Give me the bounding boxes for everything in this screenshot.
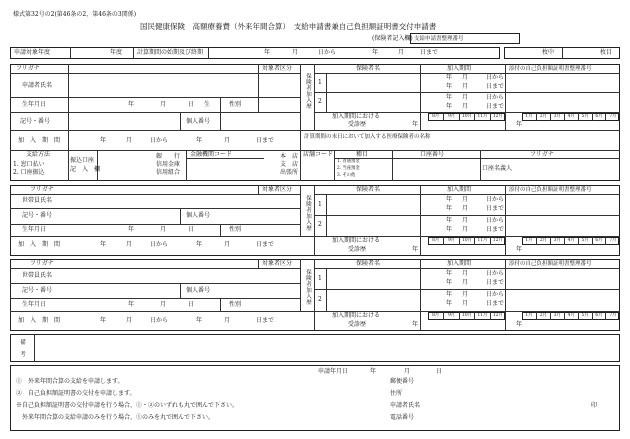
s2-month-cell[interactable]: 11月: [474, 237, 489, 245]
s2-enroll-to-day: 日まで: [256, 241, 275, 248]
sheet-count-label-2: 枚目: [600, 49, 613, 56]
s3-period-visits-label2: 受診歴: [348, 321, 367, 328]
form-title: 国民健康保険 高額療養費（外来年間合算） 支給申請書兼自己負担額証明書交付申請書: [140, 22, 437, 31]
s2-enrollment-header: 加入期間: [447, 186, 472, 193]
s2-r2-from-d: 日から: [486, 217, 505, 224]
s1-month-cell[interactable]: 3月: [550, 113, 564, 121]
s2-month-cell[interactable]: 3月: [550, 237, 564, 245]
s1-account-furigana: フリガナ: [530, 151, 554, 158]
s1-period-visits-label: 加入期間における: [332, 113, 381, 120]
s1-bank-type-3: 信用組合: [156, 169, 181, 176]
s2-own-cert-header: 添付の自己負担額証明書整理番号: [509, 187, 592, 193]
s1-enroll-from-year: 年: [100, 137, 107, 144]
s2-period-visits-label: 加入期間における: [332, 237, 381, 244]
s2-birth-month: 月: [160, 226, 167, 233]
s2-month-cell[interactable]: 8月: [432, 237, 440, 243]
s2-enroll-from-month: 月: [126, 241, 133, 248]
s3-visits-year-left: 年: [412, 321, 419, 328]
s1-r2-from-d: 日から: [486, 94, 505, 101]
s2-gender-label: 性別: [229, 226, 242, 233]
s3-month-cell[interactable]: 12月: [490, 312, 505, 320]
s1-enroll-period-label: 加 入 期 間: [18, 137, 61, 144]
applicant-name-label: 申請者氏名: [390, 402, 421, 409]
s1-birth-sei: 生: [204, 101, 211, 108]
period-from-day: 日から: [318, 49, 337, 56]
s2-r1-from-m: 月: [462, 196, 469, 203]
period-from-year: 年: [264, 49, 271, 56]
s2-r2-to-m: 月: [462, 226, 469, 233]
s3-period-visits-label: 加入期間における: [332, 312, 381, 319]
s2-insurer-name-header: 保険者名: [356, 186, 381, 193]
s2-r2-to-d: 日まで: [486, 226, 505, 233]
s1-account-holder-label: 口座名義人: [482, 165, 513, 172]
s2-enroll-to-month: 月: [224, 241, 231, 248]
s1-applicant-name-label: 申請者氏名: [22, 82, 53, 89]
s1-month-cell[interactable]: 8月: [432, 113, 440, 119]
target-year-label: 申請対象年度: [14, 49, 51, 56]
s1-bank-type-1: 銀 行: [156, 153, 181, 160]
s1-insurer-name-header: 保険者名: [356, 65, 381, 72]
s3-enroll-from-year: 年: [100, 317, 107, 324]
s1-month-cell[interactable]: 5月: [578, 113, 592, 121]
s1-r1-to-m: 月: [462, 83, 469, 90]
insurer-fill-note: (保険者記入欄): [372, 35, 413, 42]
s1-symbol-number-label: 記号・番号: [20, 118, 51, 125]
period-to-month: 月: [398, 49, 405, 56]
s2-month-cell[interactable]: 12月: [490, 237, 505, 245]
s2-month-cell[interactable]: 9月: [443, 237, 458, 245]
s1-payment-method-label: 支給方法: [26, 151, 51, 158]
s1-birth-day: 日: [188, 101, 195, 108]
s3-householder-name-label: 世帯員氏名: [22, 272, 53, 279]
s1-r1-to-y: 年: [446, 83, 453, 90]
s1-birth-date-label: 生年月日: [22, 101, 47, 108]
address-label: 住所: [390, 390, 403, 397]
s1-enroll-from-day: 日から: [150, 137, 169, 144]
s3-birth-month: 月: [160, 301, 167, 308]
s1-birth-year: 年: [128, 101, 135, 108]
s3-month-cell[interactable]: 6月: [592, 312, 606, 320]
s3-month-cell[interactable]: 11月: [474, 312, 489, 320]
s2-r2-to-y: 年: [446, 226, 453, 233]
s2-row2: 2: [318, 221, 322, 228]
s1-account-type-label: 種目: [356, 151, 369, 158]
s2-enroll-from-day: 日から: [150, 241, 169, 248]
postcode-label: 郵便番号: [390, 378, 415, 385]
s1-transfer-label: 振込口座: [70, 157, 95, 164]
s3-insurer-name-header: 保険者名: [356, 260, 381, 267]
s1-enrollment-header: 加入期間: [447, 65, 472, 72]
s1-r1-from-d: 日から: [486, 74, 505, 81]
s3-birth-year: 年: [128, 301, 135, 308]
s3-r2-from-d: 日から: [486, 291, 505, 298]
application-date-year: 年: [370, 368, 377, 375]
s1-month-cell[interactable]: 12月: [490, 113, 505, 121]
s1-method-2: 2. 口座振込: [13, 169, 45, 176]
s3-birth-date-label: 生年月日: [22, 301, 47, 308]
s2-r1-to-d: 日まで: [486, 205, 505, 212]
period-to-year: 年: [372, 49, 379, 56]
s3-r2-to-m: 月: [462, 300, 469, 307]
s3-month-cell[interactable]: 5月: [578, 312, 592, 320]
s3-r1-to-y: 年: [446, 279, 453, 286]
s2-r1-from-y: 年: [446, 196, 453, 203]
s2-r1-to-m: 月: [462, 205, 469, 212]
s2-insured-vertical: 保険者加入歴: [305, 195, 312, 231]
s3-r2-to-d: 日まで: [486, 300, 505, 307]
s2-r2-from-m: 月: [462, 217, 469, 224]
s1-month-cell[interactable]: 9月: [443, 113, 458, 121]
s2-householder-name-label: 世帯員氏名: [22, 197, 53, 204]
s3-month-cell[interactable]: 9月: [443, 312, 458, 320]
s1-r2-from-m: 月: [462, 94, 469, 101]
form-reference: 様式第32号の2(第46条の2、第46条の3関係): [13, 11, 137, 18]
s1-furigana: フリガナ: [16, 65, 40, 72]
s2-r1-to-y: 年: [446, 205, 453, 212]
s2-birth-day: 日: [188, 226, 195, 233]
s1-branch-type-1: 本 店: [280, 153, 299, 160]
s3-row1: 1: [318, 275, 322, 282]
s2-target-class: 対象者区分: [262, 186, 293, 193]
s1-insured-vertical: 保険者加入歴: [305, 73, 312, 109]
s2-symbol-number-label: 記号・番号: [22, 212, 53, 219]
s1-bank-code-label: 金融機関コード: [190, 151, 233, 158]
s2-visits-year-left: 年: [412, 246, 419, 253]
s1-month-cell[interactable]: 4月: [564, 113, 578, 121]
s3-gender-label: 性別: [229, 301, 242, 308]
s2-row1: 1: [318, 201, 322, 208]
sheet-count-label-1: 枚中: [542, 49, 555, 56]
s3-month-cell[interactable]: 8月: [432, 312, 440, 318]
target-year-suffix: 年度: [110, 49, 123, 56]
period-label: 計算期間の始期及び終期: [137, 49, 204, 56]
s2-month-cell[interactable]: 6月: [592, 237, 606, 245]
s1-account-number-label: 口座番号: [420, 151, 445, 158]
s3-own-cert-header: 添付の自己負担額証明書整理番号: [509, 261, 592, 267]
s1-row2: 2: [318, 98, 322, 105]
s2-period-visits-label2: 受診歴: [348, 246, 367, 253]
s2-enroll-from-year: 年: [100, 241, 107, 248]
s1-r2-to-m: 月: [462, 103, 469, 110]
s1-r1-to-d: 日まで: [486, 83, 505, 90]
application-date-day: 日: [436, 368, 443, 375]
s3-enroll-to-day: 日まで: [256, 317, 275, 324]
s3-target-class: 対象者区分: [262, 260, 293, 267]
s1-transfer-label2: 記 入 欄: [70, 166, 101, 173]
s1-enroll-to-day: 日まで: [256, 137, 275, 144]
s1-period-visits-label2: 受診歴: [348, 121, 367, 128]
s1-month-cell[interactable]: 2月: [536, 113, 550, 121]
s1-visits-year-right: 年: [516, 121, 523, 128]
s3-enrollment-header: 加入期間: [447, 260, 472, 267]
period-to-day: 日まで: [420, 49, 439, 56]
s1-end-insurer-note: 計算期間の末日において加入する医療保険者の名称: [304, 134, 431, 140]
remarks-label: 備 考: [19, 339, 26, 357]
s3-enroll-from-month: 月: [126, 317, 133, 324]
s3-symbol-number-label: 記号・番号: [22, 287, 53, 294]
s1-month-cell[interactable]: 10月: [459, 113, 474, 121]
s1-own-cert-header: 添付の自己負担額証明書整理番号: [509, 66, 592, 72]
s1-target-class: 対象者区分: [262, 65, 293, 72]
footer-item-1: ① 外来年間合算の支給を申請します。: [16, 378, 124, 385]
s1-personal-number-label: 個人番号: [186, 118, 211, 125]
s2-r1-from-d: 日から: [486, 196, 505, 203]
seal-mark: 印: [591, 402, 598, 409]
s3-enroll-to-month: 月: [224, 317, 231, 324]
s2-r2-from-y: 年: [446, 217, 453, 224]
s3-r2-from-m: 月: [462, 291, 469, 298]
s2-month-cell[interactable]: 2月: [536, 237, 550, 245]
s3-enroll-to-year: 年: [196, 317, 203, 324]
s2-month-cell[interactable]: 5月: [578, 237, 592, 245]
s2-enroll-to-year: 年: [196, 241, 203, 248]
s3-r2-from-y: 年: [446, 291, 453, 298]
s1-gender-label: 性別: [229, 101, 242, 108]
s2-month-cell[interactable]: 10月: [459, 237, 474, 245]
s1-r2-from-y: 年: [446, 94, 453, 101]
s2-furigana: フリガナ: [30, 186, 54, 193]
s1-month-cell[interactable]: 1月: [525, 113, 533, 119]
s3-r1-from-y: 年: [446, 270, 453, 277]
s3-month-cell[interactable]: 3月: [550, 312, 564, 320]
footer-item-3: ※自己負担額証明書の交付申請を行う場合、①・②のいずれも丸で囲んで下さい。: [16, 402, 239, 409]
s1-r2-to-y: 年: [446, 103, 453, 110]
s2-month-cell[interactable]: 4月: [564, 237, 578, 245]
s3-r1-to-m: 月: [462, 279, 469, 286]
s2-month-cell[interactable]: 7月: [605, 237, 619, 245]
s1-r2-to-d: 日まで: [486, 103, 505, 110]
s1-row1: 1: [318, 79, 322, 86]
s1-account-type-3: 3. その他: [337, 173, 356, 178]
footer-item-4: 外来年間合算の支給申請のみを行う場合、①のみを丸で囲んで下さい。: [16, 414, 215, 421]
s1-visits-year-left: 年: [412, 121, 419, 128]
s1-branch-code-label: 店舗コード: [303, 151, 334, 158]
s3-r1-from-d: 日から: [486, 270, 505, 277]
s3-month-cell[interactable]: 1月: [525, 312, 533, 318]
s3-insured-vertical: 保険者加入歴: [305, 269, 312, 305]
s3-r2-to-y: 年: [446, 300, 453, 307]
s1-branch-type-2: 支 店: [280, 161, 299, 168]
s3-enroll-period-label: 加 入 期 間: [18, 317, 61, 324]
s2-enroll-period-label: 加 入 期 間: [18, 241, 61, 248]
s1-method-1: 1. 窓口払い: [13, 161, 45, 168]
s1-bank-type-2: 信用金庫: [156, 161, 181, 168]
application-date-label: 申請年月日: [318, 368, 349, 375]
s1-r1-from-m: 月: [462, 74, 469, 81]
s1-branch-type-3: 出張所: [280, 169, 299, 176]
remarks-box[interactable]: [10, 334, 620, 362]
s2-month-cell[interactable]: 1月: [525, 237, 533, 243]
s2-birth-date-label: 生年月日: [22, 226, 47, 233]
s1-r1-from-y: 年: [446, 74, 453, 81]
s2-birth-year: 年: [128, 226, 135, 233]
application-date-month: 月: [404, 368, 411, 375]
s3-month-cell[interactable]: 7月: [605, 312, 619, 320]
s1-enroll-to-month: 月: [224, 137, 231, 144]
s1-month-cell[interactable]: 6月: [592, 113, 606, 121]
s3-r1-from-m: 月: [462, 270, 469, 277]
s3-month-cell[interactable]: 2月: [536, 312, 550, 320]
s3-furigana: フリガナ: [30, 260, 54, 267]
s1-account-type-1: 1. 普通預金: [337, 159, 360, 164]
s2-personal-number-label: 個人番号: [186, 212, 211, 219]
period-from-month: 月: [292, 49, 299, 56]
s3-r1-to-d: 日まで: [486, 279, 505, 286]
s1-account-type-2: 2. 当座預金: [337, 166, 360, 171]
s1-month-cell[interactable]: 7月: [605, 113, 619, 121]
s2-visits-year-right: 年: [516, 246, 523, 253]
s3-month-cell[interactable]: 4月: [564, 312, 578, 320]
s1-month-cell[interactable]: 11月: [474, 113, 489, 121]
s3-row2: 2: [318, 296, 322, 303]
s1-enroll-to-year: 年: [196, 137, 203, 144]
s1-enroll-from-month: 月: [126, 137, 133, 144]
section-1: [10, 64, 620, 181]
s3-birth-day: 日: [188, 301, 195, 308]
s3-month-cell[interactable]: 10月: [459, 312, 474, 320]
receipt-number-label: 支給申請書整理番号: [414, 36, 464, 42]
s1-birth-month: 月: [160, 101, 167, 108]
footer-item-2: ② 自己負担額証明書の交付を申請します。: [16, 390, 136, 397]
phone-label: 電話番号: [390, 414, 415, 421]
s3-personal-number-label: 個人番号: [186, 287, 211, 294]
s3-enroll-from-day: 日から: [150, 317, 169, 324]
s3-visits-year-right: 年: [516, 321, 523, 328]
